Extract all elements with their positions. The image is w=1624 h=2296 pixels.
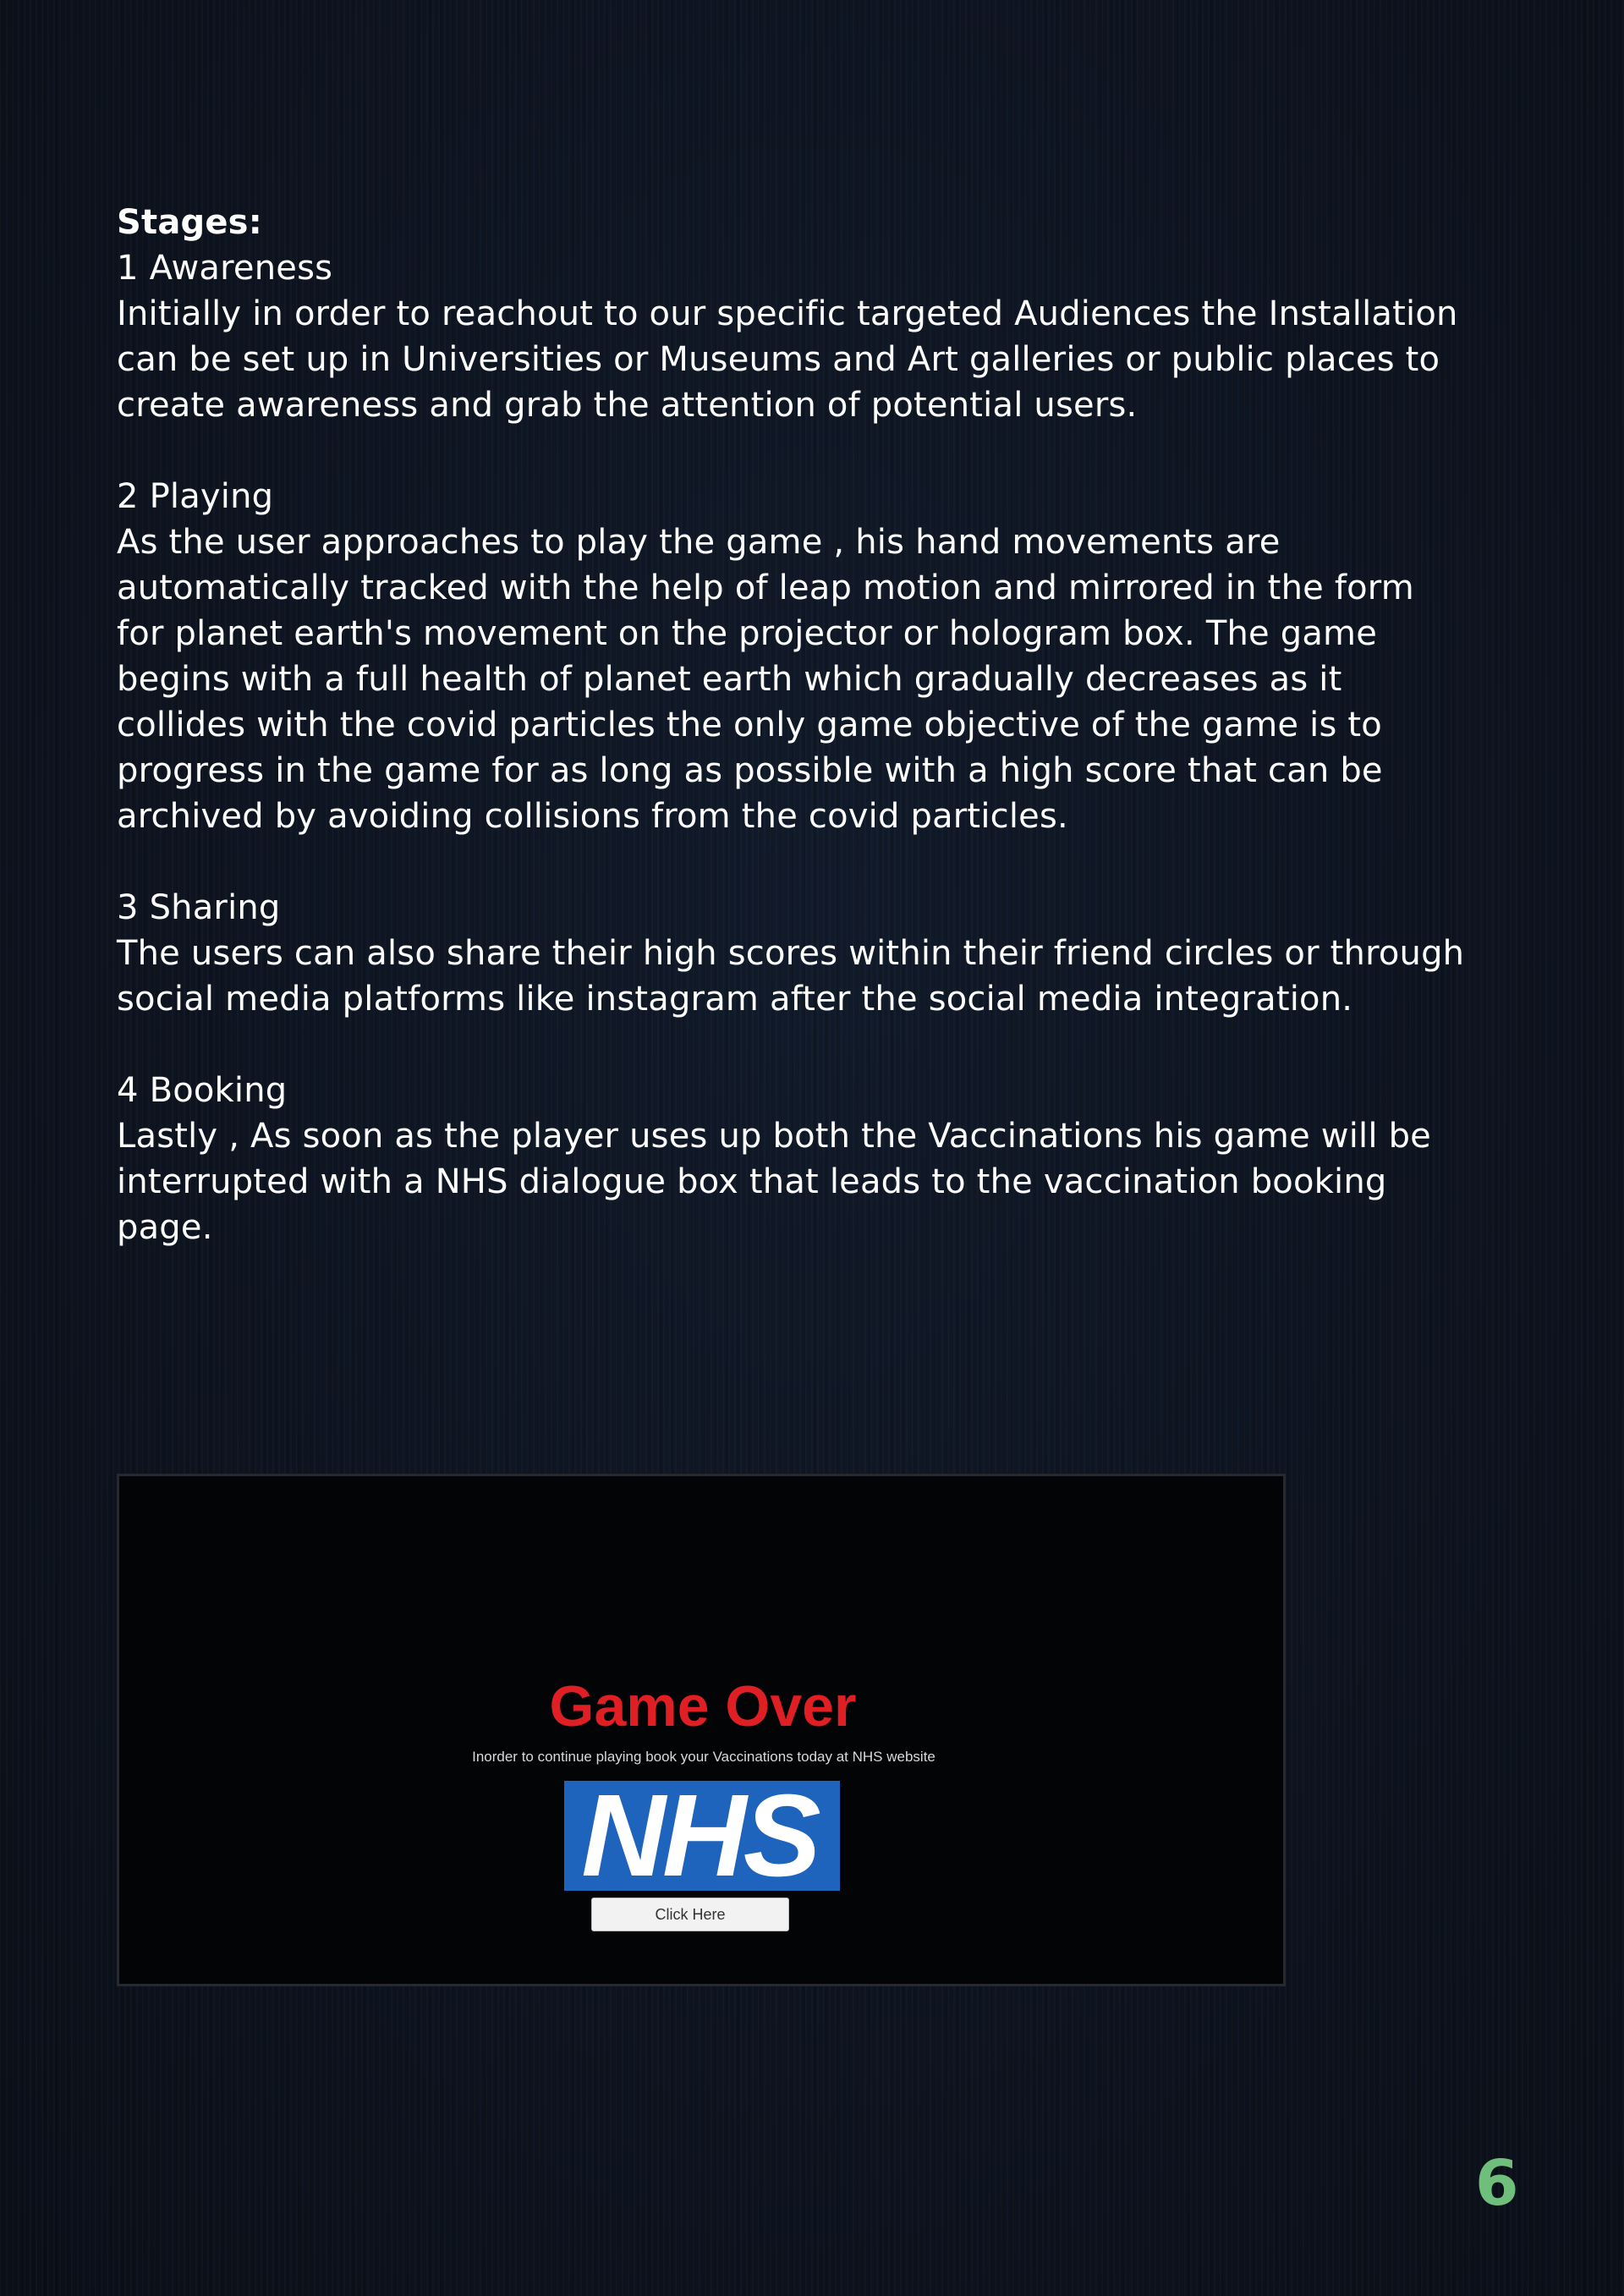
stage-description: Lastly , As soon as the player uses up both the Vaccinations his game will be interrupted with a NHS dialogue box that leads to the vaccination booking page. <box>117 1117 1431 1247</box>
stage-awareness <box>117 245 1470 428</box>
stages-heading: Stages: <box>117 203 262 242</box>
nhs-logo <box>564 1781 840 1891</box>
stage-description: The users can also share their high scores within their friend circles or through social media platforms like instagram after the social media integration. <box>117 934 1465 1019</box>
stage-description: Initially in order to reachout to our specific targeted Audiences the Installation can be set up in Universities or Museums and Art galleries or public places to create awareness and grab the attention of potential users. <box>117 294 1458 425</box>
stages-section <box>117 200 1470 1296</box>
page-number: 6 <box>1475 2147 1519 2220</box>
stage-title: 2 Playing <box>117 477 274 516</box>
game-over-subtitle: Inorder to continue playing book your Vaccinations today at NHS website <box>472 1749 935 1765</box>
click-here-button[interactable]: Click Here <box>591 1898 789 1931</box>
stage-booking <box>117 1068 1470 1250</box>
stage-title: 1 Awareness <box>117 249 333 288</box>
stage-description: As the user approaches to play the game , his hand movements are automatically tracked with the help of leap motion and mirrored in the form for planet earth's movement on the projector or hologram box. The game begins with a full health of planet earth which gradually decreases as it collides with the covid particles the only game objective of the game is to progress in the game for as long as possible with a high score that can be archived by avoiding collisions from the covid particles. <box>117 523 1414 836</box>
game-over-title: Game Over <box>549 1674 857 1738</box>
nhs-logo-text: NHS <box>581 1781 818 1891</box>
stage-title: 3 Sharing <box>117 888 281 927</box>
stage-playing <box>117 474 1470 839</box>
game-over-screenshot <box>117 1474 1286 1986</box>
stage-title: 4 Booking <box>117 1071 288 1110</box>
stage-sharing <box>117 885 1470 1022</box>
